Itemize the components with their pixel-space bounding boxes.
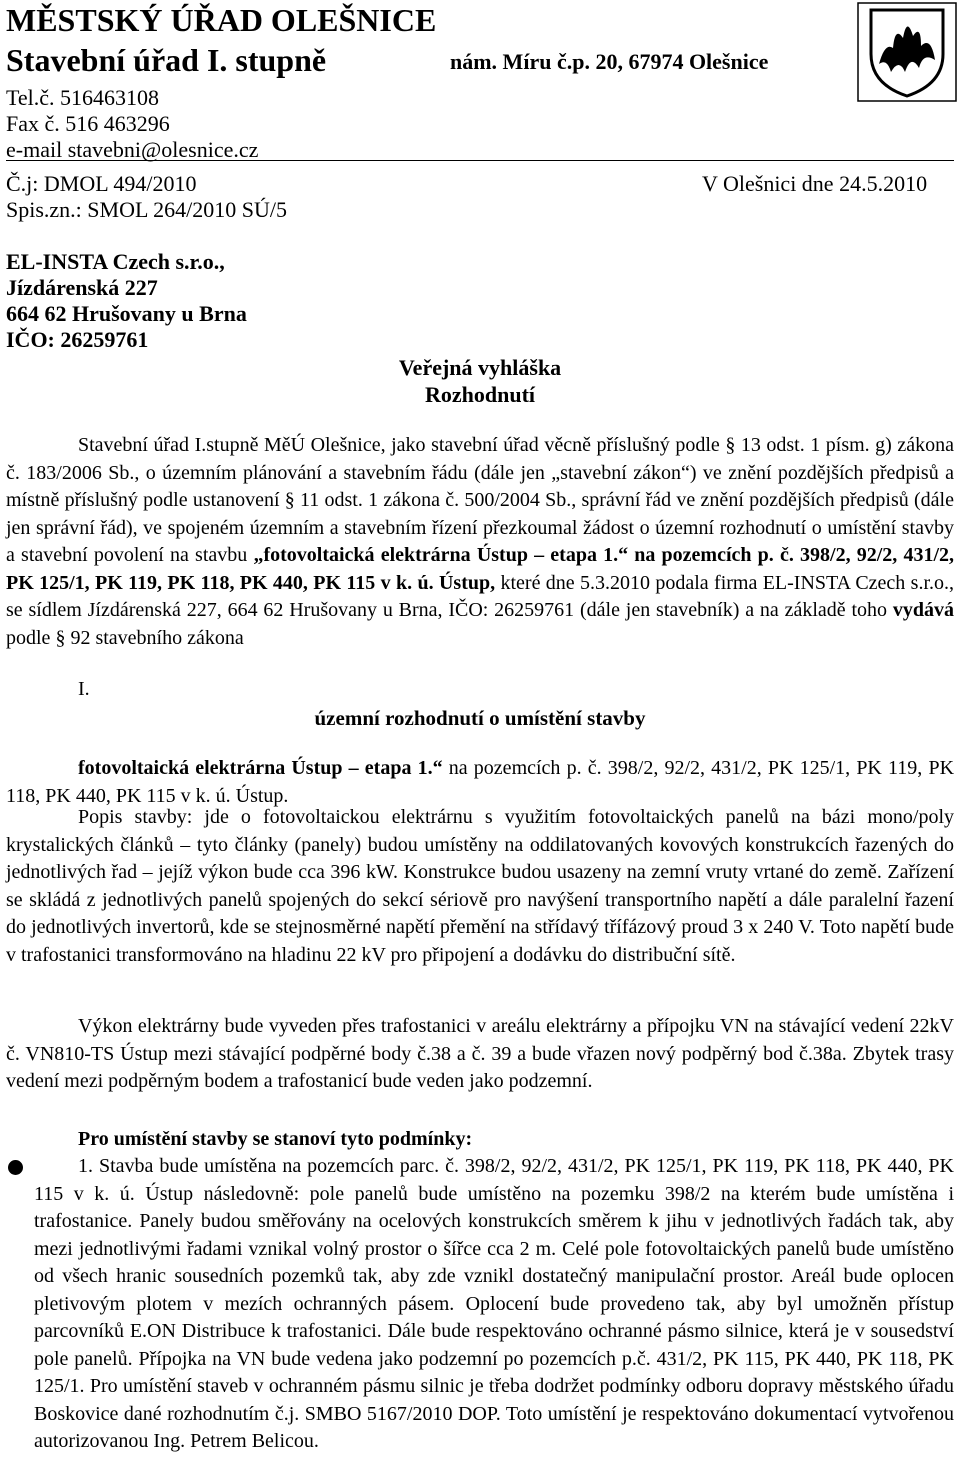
issues-word: vydává <box>892 599 954 621</box>
document-date: V Olešnici dne 24.5.2010 <box>702 171 928 196</box>
recipient-ico: IČO: 26259761 <box>6 327 149 352</box>
condition-item-1: 1. Stavba bude umístěna na pozemcích parc. č. 398/2, 92/2, 431/2, PK 125/1, PK 119, PK 118, PK 440, PK 115 v k. ú. Ústup následovně: pole panelů bude umístěno na pozemku 398/2 na kterém bude umístěna i trafostanice. Panely budou směřovány na ocelových konstrukcích směrem k jihu v jednotlivých řadách tak, aby mezi jednotlivými řadami vznikal volný prostor o šířce cca 2 m. Celé pole fotovoltaických panelů bude umístěno od všech hranic sousedních pozemků tak, aby zde vznikl dostatečný manipulační prostor. Areál bude oplocen pletivovým plotem v mezích ochranných pásem. Oplocení bude provedeno tak, aby byl umožněn přístup parcovníků E.ON Distribuce k trafostanici. Dále bude respektováno ochranné pásmo silnice, která je v sousedství pole panelů. Přípojka na VN bude vedena jako podzemní po pozemcích p.č. 431/2, PK 115, PK 440, PK 118, PK 125/1. Pro umístění staveb v ochranném pásmu silnic je třeba dodržet podmínky odboru dopravy městského úřadu Boskovice dané rozhodnutím č.j. SMBO 5167/2010 DOP. Toto umístění je respektováno dokumentací vytvořenou autorizovanou Ing. Petrem Belicou. <box>34 1155 954 1452</box>
recipient-city: 664 62 Hrušovany u Brna <box>6 301 247 326</box>
department-title: Stavební úřad I. stupně <box>6 42 327 78</box>
intro-paragraph: Stavební úřad I.stupně MěÚ Olešnice, jako stavební úřad věcně příslušný podle § 13 odst. 1 písm. g) zákona č. 183/2006 Sb., o územním plánování a stavebním řádu (dále jen „stavební zákon“) ve znění pozdějších předpisů a místně příslušný podle ustanovení § 11 odst. 1 zákona č. 500/2004 Sb., správní řád ve znění pozdějších předpisů (dále jen správní řád), ve spojeném územním a stavebním řízení přezkoumal žádost o územní rozhodnutí o umístění stavby a stavební povolení na stavbu „fotovoltaická elektrárna Ústup – etapa 1.“ na pozemcích p. č. 398/2, 92/2, 431/2, PK 125/1, PK 119, PK 118, PK 440, PK 115 v k. ú. Ústup, které dne 5.3.2010 podala firma EL-INSTA Czech s.r.o., se sídlem Jízdárenská 227, 664 62 Hrušovany u Brna, IČO: 26259761 (dále jen stavebník) a na základě toho vydává podle § 92 stavebního zákona <box>6 434 955 649</box>
header-divider <box>6 160 954 161</box>
project-name-bold: „fotovoltaická elektrárna Ústup – etapa 1.“ na pozemcích p. č. 398/2, 92/2, 431/2, PK 125/1, PK 119, PK 118, PK 440, PK 115 v k. ú. Ústup, <box>6 544 954 594</box>
office-address: nám. Míru č.p. 20, 67974 Olešnice <box>450 49 769 74</box>
section-number: I. <box>78 678 90 700</box>
decision-title: Rozhodnutí <box>424 382 536 407</box>
project-line: fotovoltaická elektrárna Ústup – etapa 1.“ na pozemcích p. č. 398/2, 92/2, 431/2, PK 125/1, PK 119, PK 118, PK 440, PK 115 v k. ú. Ústup. <box>6 757 955 807</box>
section-heading: územní rozhodnutí o umístění stavby <box>314 706 646 730</box>
recipient-name: EL-INSTA Czech s.r.o., <box>6 249 225 274</box>
public-notice-title: Veřejná vyhláška <box>398 355 562 380</box>
office-title: MĚSTSKÝ ÚŘAD OLEŠNICE <box>6 2 437 38</box>
email-line: e-mail stavebni@olesnice.cz <box>6 137 259 162</box>
phone-line: Tel.č. 516463108 <box>6 85 160 110</box>
reference-number: Č.j: DMOL 494/2010 <box>6 171 197 196</box>
bullet-icon <box>8 1160 23 1175</box>
recipient-street: Jízdárenská 227 <box>6 275 158 300</box>
conditions-heading: Pro umístění stavby se stanoví tyto podmínky: <box>78 1128 473 1150</box>
fax-line: Fax č. 516 463296 <box>6 111 170 136</box>
description-paragraph-2: Výkon elektrárny bude vyveden přes trafostanici v areálu elektrárny a přípojku VN na stávající vedení 22kV č. VN810-TS Ústup mezi stávající podpěrné body č.38 a č. 39 a bude vřazen nový podpěrný bod č.38a. Zbytek trasy vedení mezi podpěrným bodem a trafostanicí bude veden jako podzemní. <box>6 1015 954 1092</box>
municipal-crest-icon <box>857 2 957 102</box>
description-paragraph-1: Popis stavby: jde o fotovoltaickou elektrárnu s využitím fotovoltaických panelů na bázi mono/poly krystalických článků – tyto články (panely) budou umístěny na oddilatovaných kovových konstrukcích řazených do jednotlivých řad – jejíž výkon bude cca 396 kW. Konstrukce budou usazeny na zemní vruty vrtané do země. Zařízení se skládá z jednotlivých panelů spojených do sekcí sériově pro navýšení transportního napětí a dále paralelní řazení do jednotlivých invertorů, kde se stejnosměrné napětí přemění na střídavý třífázový proud 3 x 240 V. Toto napětí bude v trafostanici transformováno na hladinu 22 kV pro připojení a dodávku do distribuční sítě. <box>6 806 954 966</box>
file-number: Spis.zn.: SMOL 264/2010 SÚ/5 <box>6 197 287 222</box>
